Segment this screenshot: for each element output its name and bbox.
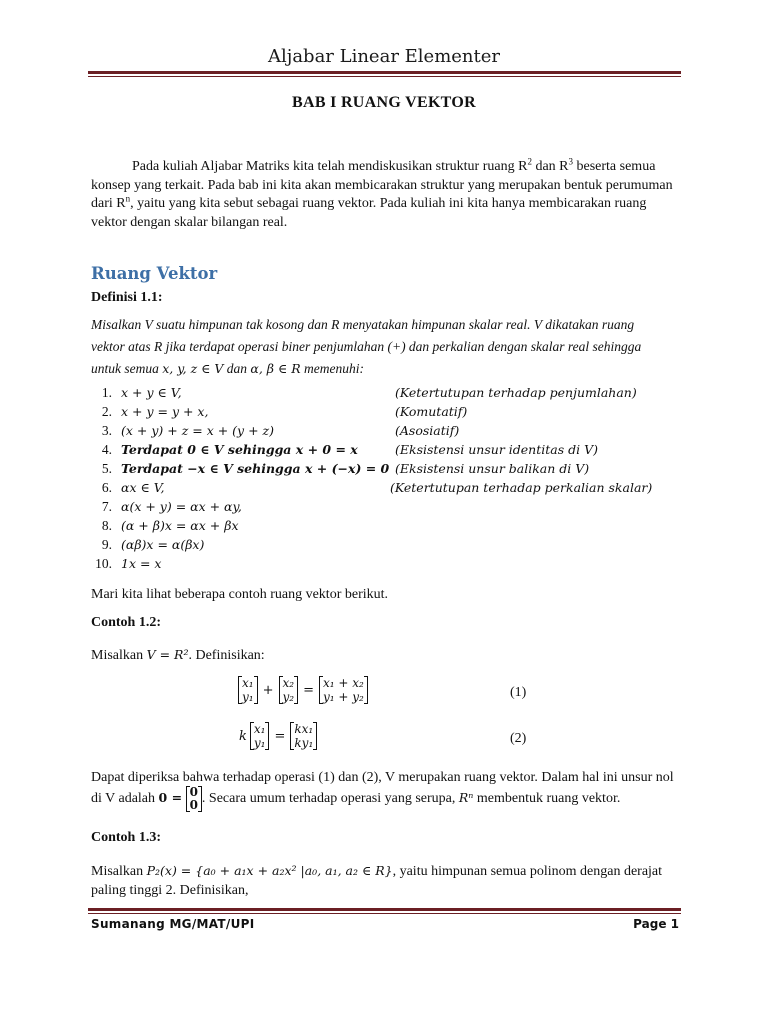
axiom-expression: αx ∈ V, (121, 480, 165, 495)
document-header-title: Aljabar Linear Elementer (267, 46, 500, 67)
matrix-sum: x₁ + x₂ y₁ + y₂ (319, 676, 368, 704)
example-1-3-label: Contoh 1.3: (91, 830, 162, 845)
matrix-scaled: kx₁ ky₁ (290, 722, 317, 750)
axiom-property: (Eksistensi unsur balikan di V) (395, 461, 590, 476)
axiom-expression: α(x + y) = αx + αy, (121, 499, 242, 514)
axiom-property: (Ketertutupan terhadap perkalian skalar) (390, 480, 653, 495)
example-1-3-text: Misalkan P₂(x) = {a₀ + a₁x + a₂x² |a₀, a₁, a₂ ∈ R}, yaitu himpunan semua polinom dengan derajat paling tinggi 2. Definisikan, (91, 863, 663, 898)
equation-scalar-mult: k x₁ y₁ = kx₁ ky₁ (239, 722, 317, 750)
footer-page-number: Page 1 (633, 917, 679, 931)
example-1-2-conclusion: Dapat diperiksa bahwa terhadap operasi (1) dan (2), V merupakan ruang vektor. Dalam hal ini unsur nol (91, 770, 674, 785)
axiom-number: 4. (101, 442, 112, 457)
section-heading: Ruang Vektor (91, 264, 218, 283)
axiom-number: 9. (101, 537, 112, 552)
definition-label: Definisi 1.1: (91, 290, 163, 305)
axiom-expression: Terdapat −x ∈ V sehingga x + (−x) = 0 (121, 461, 390, 476)
axiom-property: (Eksistensi unsur identitas di V) (395, 442, 598, 457)
matrix-vector-x: x₁ y₁ (238, 676, 258, 704)
examples-intro: Mari kita lihat beberapa contoh ruang vektor berikut. (91, 587, 389, 602)
axiom-expression: (αβ)x = α(βx) (121, 537, 205, 552)
footer-author: Sumanang MG/MAT/UPI (91, 917, 255, 931)
footer-rule-thick (88, 908, 681, 911)
example-1-2-zero: di V adalah 0 = 0 0 . Secara umum terhadap operasi yang serupa, Rⁿ membentuk ruang vektor. (91, 785, 621, 812)
axiom-number: 7. (101, 499, 112, 514)
axiom-expression: x + y = y + x, (121, 404, 209, 419)
axiom-expression: Terdapat 0 ∈ V sehingga x + 0 = x (121, 442, 358, 457)
axiom-property: (Ketertutupan terhadap penjumlahan) (395, 385, 637, 400)
matrix-vector-x: x₁ y₁ (250, 722, 270, 750)
axiom-number: 3. (101, 423, 112, 438)
example-1-2-intro: Misalkan V = R². Definisikan: (91, 647, 265, 663)
axioms-list (88, 385, 688, 575)
definition-text: Misalkan V suatu himpunan tak kosong dan R menyatakan himpunan skalar real. V dikatakan ruang vektor atas R jika terdapat operasi biner penjumlahan (+) dan perkalian dengan skalar real sehingga untuk semua x, y, z ∈ V dan α, β ∈ R memenuhi: (91, 317, 642, 376)
equation-number-1: (1) (510, 685, 527, 700)
matrix-zero: 0 0 (186, 786, 202, 812)
axiom-expression: (α + β)x = αx + βx (121, 518, 239, 533)
footer-rule-thin (88, 913, 681, 914)
axiom-number: 10. (95, 556, 112, 571)
axiom-number: 6. (101, 480, 112, 495)
header-rule-thin (88, 76, 681, 77)
chapter-title: BAB I RUANG VEKTOR (292, 94, 476, 111)
intro-paragraph: Pada kuliah Aljabar Matriks kita telah mendiskusikan struktur ruang $R^2$ dan $R^3$ beserta semua konsep yang terkait. Pada bab ini kita akan membicarakan struktur yang merupakan bentuk perumuman dari $R^n$, yaitu yang kita sebut sebagai ruang vektor. Pada kuliah ini kita hanya membicarakan ruang vektor dengan skalar bilangan real. (91, 156, 673, 231)
header-rule-thick (88, 71, 681, 74)
matrix-vector-y: x₂ y₂ (279, 676, 299, 704)
equation-number-2: (2) (510, 731, 527, 746)
axiom-number: 2. (101, 404, 112, 419)
axiom-property: (Komutatif) (395, 404, 468, 419)
axiom-number: 1. (101, 385, 112, 400)
axiom-expression: x + y ∈ V, (121, 385, 182, 400)
axiom-property: (Asosiatif) (395, 423, 460, 438)
example-1-2-label: Contoh 1.2: (91, 615, 162, 630)
equation-addition: x₁ y₁ + x₂ y₂ = x₁ + x₂ y₁ + y₂ (238, 676, 368, 704)
axiom-expression: (x + y) + z = x + (y + z) (121, 423, 275, 438)
axiom-number: 8. (101, 518, 112, 533)
axiom-expression: 1x = x (121, 556, 162, 571)
axiom-number: 5. (101, 461, 112, 476)
